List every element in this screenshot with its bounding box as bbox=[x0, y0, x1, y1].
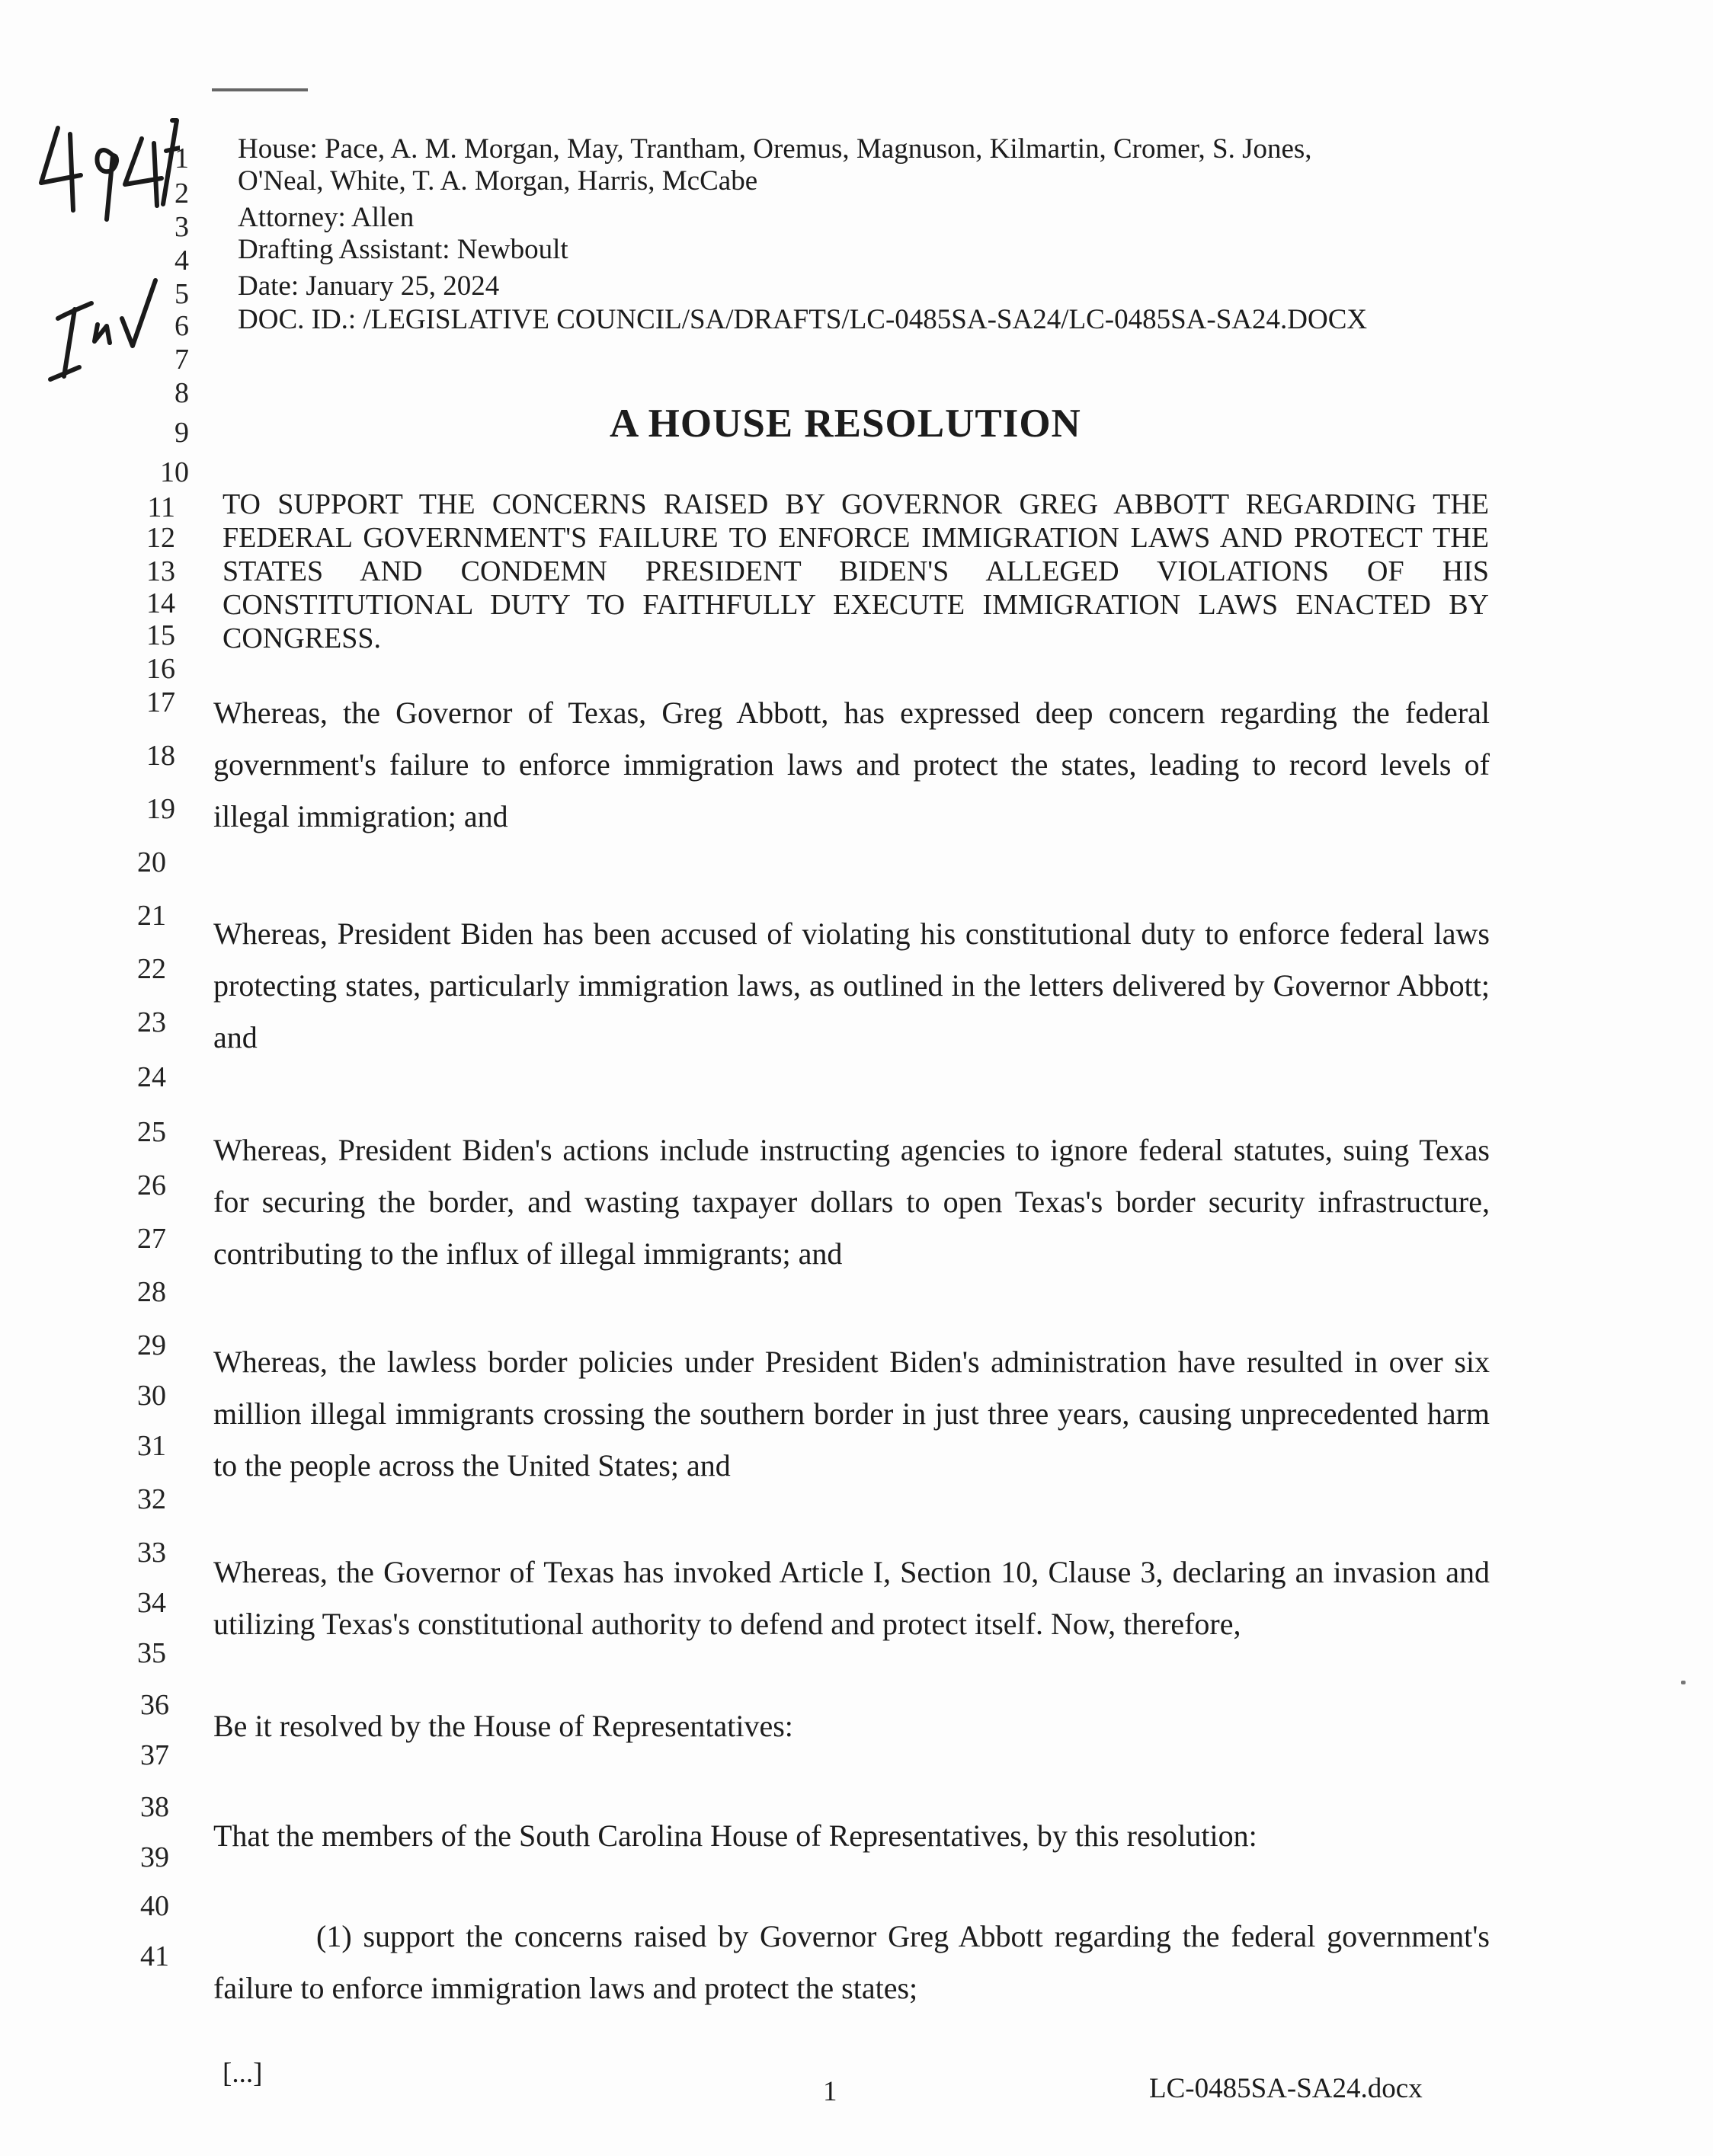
line-number: 24 bbox=[137, 1061, 166, 1093]
whereas-paragraph-4: Whereas, the lawless border policies under President Biden's administration have resulted in over six million illegal immigrants crossing the southern border in just three years, causing unprecedented harm to the people across the United States; and bbox=[213, 1345, 1490, 1483]
line-number: 21 bbox=[137, 900, 166, 932]
footer-filename: LC-0485SA-SA24.docx bbox=[1149, 2073, 1423, 2104]
whereas-paragraph-3: Whereas, President Biden's actions include instructing agencies to ignore federal statutes, suing Texas for securing the border, and wasting taxpayer dollars to open Texas's border security infrastructure, contributing to the influx of illegal immigrants; and bbox=[213, 1133, 1490, 1271]
date-line: Date: January 25, 2024 bbox=[238, 270, 500, 302]
line-number: 30 bbox=[137, 1380, 166, 1412]
line-number: 11 bbox=[147, 491, 175, 523]
line-number: 18 bbox=[146, 740, 175, 772]
members-clause: That the members of the South Carolina House of Representatives, by this resolution: bbox=[213, 1819, 1257, 1853]
line-number: 20 bbox=[137, 846, 166, 878]
line-number: 9 bbox=[175, 417, 189, 449]
line-number: 38 bbox=[140, 1791, 169, 1823]
line-number: 12 bbox=[146, 522, 175, 554]
line-number: 32 bbox=[137, 1483, 166, 1515]
line-number: 5 bbox=[175, 278, 189, 310]
resolved-clause: Be it resolved by the House of Representatives: bbox=[213, 1709, 793, 1743]
line-number: 29 bbox=[137, 1329, 166, 1361]
page-title: A HOUSE RESOLUTION bbox=[610, 401, 1081, 446]
line-number: 16 bbox=[146, 653, 175, 685]
line-number: 26 bbox=[137, 1169, 166, 1201]
doc-id-line: DOC. ID.: /LEGISLATIVE COUNCIL/SA/DRAFTS/LC-0485SA-SA24/LC-0485SA-SA24.DOCX bbox=[238, 304, 1368, 335]
line-number: 14 bbox=[146, 587, 175, 619]
line-number: 1 bbox=[175, 142, 189, 174]
line-number: 35 bbox=[137, 1637, 166, 1669]
whereas-paragraph-5: Whereas, the Governor of Texas has invoked Article I, Section 10, Clause 3, declaring an invasion and utilizing Texas's constitutional authority to defend and protect itself. Now, therefore, bbox=[213, 1555, 1490, 1641]
line-number: 15 bbox=[146, 619, 175, 651]
line-number: 13 bbox=[146, 555, 175, 587]
line-number: 37 bbox=[140, 1739, 169, 1771]
resolution-item-1: (1) support the concerns raised by Governor Greg Abbott regarding the federal government's failure to enforce immigration laws and protect the states; bbox=[213, 1919, 1490, 2005]
line-number: 8 bbox=[175, 377, 189, 409]
line-number: 34 bbox=[137, 1587, 166, 1619]
scan-speck bbox=[1681, 1681, 1686, 1684]
line-number: 4 bbox=[175, 245, 189, 277]
drafting-assistant-line: Drafting Assistant: Newboult bbox=[238, 234, 568, 265]
footer-ellipsis: [...] bbox=[223, 2058, 263, 2089]
line-number: 36 bbox=[140, 1689, 169, 1721]
line-number: 22 bbox=[137, 953, 166, 985]
line-number: 28 bbox=[137, 1276, 166, 1308]
whereas-paragraph-2: Whereas, President Biden has been accused of violating his constitutional duty to enforce federal laws protecting states, particularly immigration laws, as outlined in the letters delivered by Governor Abbott; and bbox=[213, 916, 1490, 1054]
line-number: 27 bbox=[137, 1223, 166, 1255]
line-number: 17 bbox=[146, 686, 175, 718]
whereas-paragraph-1: Whereas, the Governor of Texas, Greg Abbott, has expressed deep concern regarding the federal government's failure to enforce immigration laws and protect the states, leading to record levels of illegal immigration; and bbox=[213, 696, 1490, 833]
line-number: 19 bbox=[146, 793, 175, 825]
line-number: 23 bbox=[137, 1006, 166, 1038]
line-number: 33 bbox=[137, 1537, 166, 1569]
house-sponsors-continued: O'Neal, White, T. A. Morgan, Harris, McCabe bbox=[238, 165, 758, 197]
line-number: 25 bbox=[137, 1116, 166, 1148]
house-sponsors: House: Pace, A. M. Morgan, May, Trantham, Oremus, Magnuson, Kilmartin, Cromer, S. Jones, bbox=[238, 133, 1312, 165]
line-number: 40 bbox=[140, 1890, 169, 1922]
line-number: 2 bbox=[175, 178, 189, 210]
top-rule bbox=[212, 88, 308, 91]
line-number: 39 bbox=[140, 1841, 169, 1873]
line-number: 10 bbox=[160, 456, 189, 488]
line-number: 31 bbox=[137, 1430, 166, 1462]
attorney-line: Attorney: Allen bbox=[238, 202, 415, 233]
page-number: 1 bbox=[823, 2076, 837, 2107]
resolution-caption: TO SUPPORT THE CONCERNS RAISED BY GOVERNOR GREG ABBOTT REGARDING THE FEDERAL GOVERNMENT'S FAILURE TO ENFORCE IMMIGRATION LAWS AND PROTECT THE STATES AND CONDEMN PRESIDENT BIDEN'S ALLEGED VIOLATIONS OF HIS CONSTITUTIONAL DUTY TO FAITHFULLY EXECUTE IMMIGRATION LAWS ENACTED BY CONGRESS. bbox=[223, 488, 1489, 654]
line-number: 3 bbox=[175, 211, 189, 243]
line-number: 41 bbox=[140, 1940, 169, 1972]
line-number: 7 bbox=[175, 344, 189, 376]
line-number: 6 bbox=[175, 310, 189, 342]
